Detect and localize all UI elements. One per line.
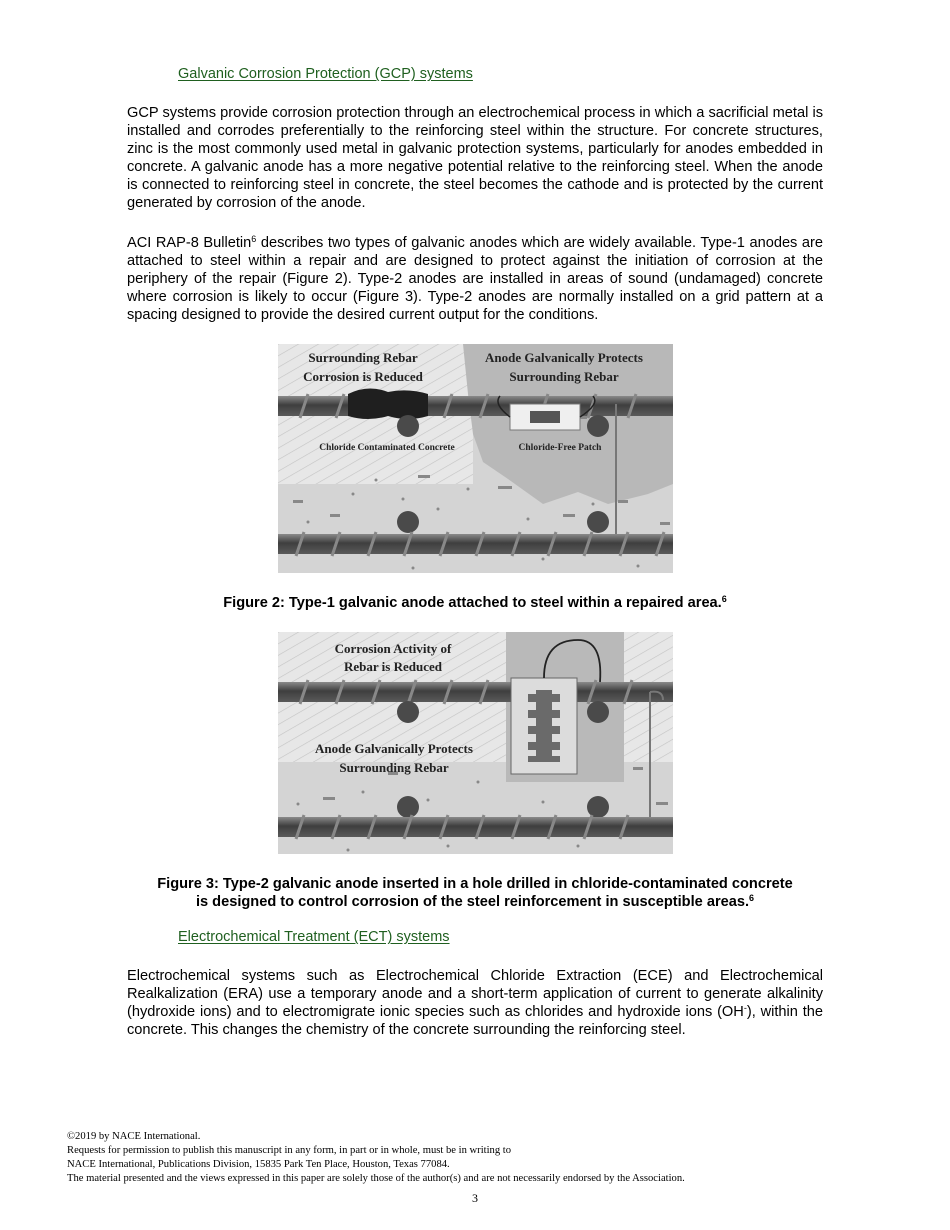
footer-copyright: ©2019 by NACE International. [67,1131,201,1142]
paragraph-text: describes two types of galvanic anodes which are widely available. Type-1 anodes are attached to steel within a repair and are designed to protect against the initiation of corrosion at the periphery of the repair (Figure 2). Type-2 anodes are installed in areas of sound (undamaged) concrete where corrosion is likely to occur (Figure 3). Type-2 anodes are normally installed on a grid pattern at a spacing designed to provide the desired current output for the conditions. [127,235,823,323]
paragraph-gcp-intro: GCP systems provide corrosion protection through an electrochemical process in which a sacrificial metal is installed and corrodes preferentially to the reinforcing steel within the structure. For concrete structures, zinc is the most commonly used metal in galvanic protection systems, particularly for anodes embedded in concrete. A galvanic anode has a more negative potential relative to the reinforcing steel. When the anode is connected to reinforcing steel in concrete, the steel becomes the cathode and is protected by the current generated by corrosion of the anode. [127,105,823,211]
reference-superscript: 6 [749,893,755,903]
paragraph-gcp-anode-types [127,234,823,324]
footer-permission: Requests for permission to publish this manuscript in any form, in part or in whole, must be in writing to [67,1145,512,1156]
paragraph-text: ), within the concrete. This changes the chemistry of the concrete surrounding the reinforcing steel. [127,1004,823,1038]
reference-superscript: 6 [251,234,257,244]
figure-2-label-left-line1: Surrounding Rebar [308,350,418,365]
footer-address: NACE International, Publications Division, 15835 Park Ten Place, Houston, Texas 77084. [67,1159,450,1170]
paragraph-text: ACI RAP-8 Bulletin [127,235,252,251]
paragraph-text: Electrochemical systems such as Electrochemical Chloride Extraction (ECE) and Electrochemical Realkalization (ERA) use a temporary anode and a short-term application of current to generate alkalinity (hydroxide ions) and to electromigrate ionic species such as chlorides and hydroxide ions (OH [127,968,823,1020]
footer [67,1130,685,1186]
page-number: 3 [472,1191,478,1205]
reference-superscript: 6 [721,594,727,604]
figure-3-caption [110,875,840,911]
footer-disclaimer: The material presented and the views expressed in this paper are solely those of the author(s) and are not necessarily endorsed by the Association. [67,1173,685,1184]
figure-2-label-chloride: Chloride Contaminated Concrete [319,443,455,453]
figure-2-diagram [278,344,673,573]
figure-2-caption [110,594,840,612]
figure-2-label-right-line1: Anode Galvanically Protects [485,350,643,365]
figure-3-diagram [278,632,673,854]
figure-2-label-right-line2: Surrounding Rebar [509,369,619,384]
figure-3-label-top-line1: Corrosion Activity of [334,641,452,656]
caption-text-line1: Figure 3: Type-2 galvanic anode inserted in a hole drilled in chloride-contaminated concrete [157,876,793,892]
caption-text-line2: is designed to control corrosion of the steel reinforcement in susceptible areas. [195,894,750,910]
figure-2-label-left-line2: Corrosion is Reduced [303,369,423,384]
section-heading-ect: Electrochemical Treatment (ECT) systems [178,929,450,945]
section-heading-gcp: Galvanic Corrosion Protection (GCP) systems [178,66,473,82]
superscript-minus: - [743,1003,747,1013]
figure-3-label-mid-line1: Anode Galvanically Protects [315,741,473,756]
caption-text: Figure 2: Type-1 galvanic anode attached to steel within a repaired area. [223,595,722,611]
figure-3-label-top-line2: Rebar is Reduced [344,659,442,674]
figure-2-label-patch: Chloride-Free Patch [518,443,602,453]
figure-3-label-mid-line2: Surrounding Rebar [339,760,449,775]
paragraph-ect [127,967,823,1039]
